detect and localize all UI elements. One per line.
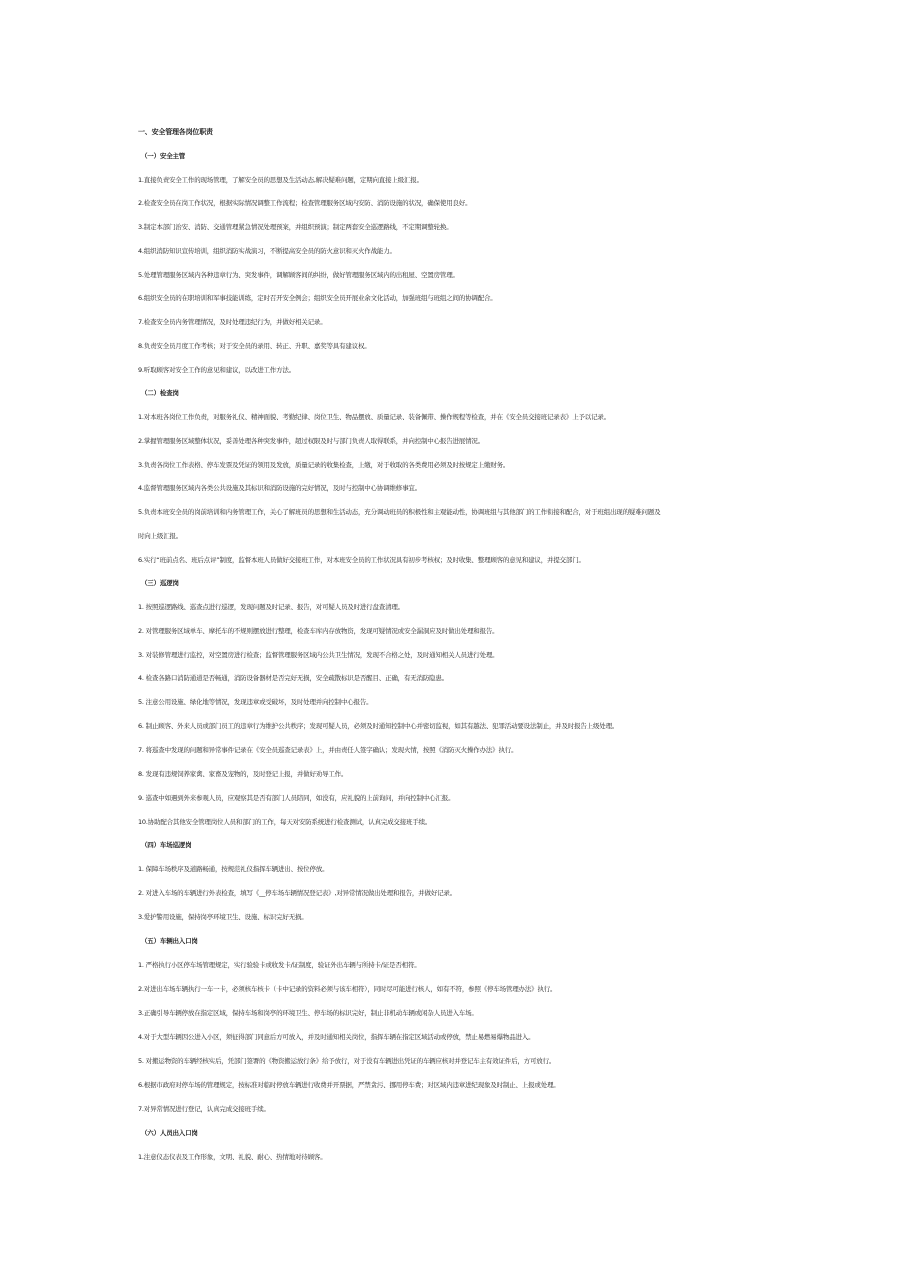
- paragraph: 5. 注意公用设施、绿化地等情况，发现违章或受破坏，及时处理并向控制中心报告。: [138, 698, 373, 706]
- paragraph: 7.检查安全员内务管理情况，及时处理违纪行为，并做好相关记录。: [138, 318, 327, 326]
- section-heading: （四）车场巡逻岗: [141, 841, 192, 849]
- paragraph: 4.监督管理服务区域内各类公共设施及其标识和消防设施的完好情况，及时与控制中心协调维修事宜。: [138, 484, 422, 492]
- paragraph: 7. 将巡查中发现的问题和异常事件记录在《安全员巡查记录表》上，并由责任人签字确认；发现火情，按照《消防灭火操作办法》执行。: [138, 746, 518, 754]
- paragraph: 3. 对装修管理进行监控，对空置房进行检查；监督管理服务区域内公共卫生情况，发现不合格之处，及时通知相关人员进行处理。: [138, 651, 499, 659]
- paragraph: 6. 制止顾客、外来人员或部门员工的违章行为维护公共秩序；发现可疑人员，必须及时通知控制中心并密切监视，如其有越法、犯罪活动要设法制止，并及时报告上级处理。: [138, 722, 619, 730]
- paragraph: 2.对进出车场车辆执行一车一卡，必须核车核卡（卡中记录的资料必须与该车相符），同时尽可能进行核人，如有不符，参照《停车场管理办法》执行。: [138, 985, 557, 993]
- paragraph: 5.负责本班安全员的岗前培训和内务管理工作，关心了解班员的思想和生活动态，充分调动班员的积极性和主观能动性，协调班组与其他部门的工作衔接和配合，对于班组出现的疑难问题及: [138, 508, 661, 516]
- paragraph: 1.注意仪态仪表及工作形象，文明、礼貌、耐心、热情地对待顾客。: [138, 1153, 327, 1161]
- paragraph: 1. 严格执行小区停车场管理规定，实行验验卡或收发卡/证制度，验证外出车辆与所持卡/证是否相符。: [138, 961, 421, 969]
- paragraph: 1.对本班各岗位工作负责，对服务礼仪、精神面貌、考勤纪律、岗位卫生、物品摆放、质量记录、装备佩带、操作规程等检查，并在《安全员交接班记录表》上予以记录。: [138, 413, 611, 421]
- section-heading: （二）检查岗: [141, 389, 179, 397]
- paragraph: 5.处理管理服务区域内各种违章行为、突发事件，调解顾客间的纠纷，做好管理服务区域内的出租屋、空置房管理。: [138, 271, 459, 279]
- paragraph: 8.负责安全员月度工作考核；对于安全员的录用、转正、升职、嘉奖等具有建议权。: [138, 342, 371, 350]
- paragraph: 3.负责各岗位工作表格、停车发票及凭证的领用及发放，质量记录的收集检查，上缴，对于收取的各类费用必须及时按规定上缴财务。: [138, 461, 510, 469]
- paragraph: 1.直接负责安全工作的现场管理，了解安全员的思想及生活动态,解决疑难问题，定期向直接上级汇报。: [138, 176, 423, 184]
- paragraph: 2.检查安全员在岗工作状况，根据实际情况调整工作流程；检查管理服务区域内安防、消防设施的状况，确保使用良好。: [138, 199, 472, 207]
- paragraph: 1. 按照巡逻路线、巡查点进行巡逻，发现问题及时记录、报告，对可疑人员及时进行盘查清理。: [138, 603, 404, 611]
- section-heading: （五）车辆出入口岗: [141, 937, 198, 945]
- section-heading: （三）巡逻岗: [141, 579, 179, 587]
- document-title: 一、安全管理各岗位职责: [138, 128, 213, 136]
- paragraph: 7.对异常情况进行登记，认真完成交接班手续。: [138, 1105, 270, 1113]
- paragraph: 6.实行“班前点名、班后点评”制度，监督本班人员做好交接班工作，对本班安全员的工作状况具有初步考核权；及时收集、整理顾客的意见和建议，并提交部门。: [138, 556, 585, 564]
- paragraph: 10.协助配合其他安全管理岗位人员和部门的工作，每天对安防系统进行检查测试，认真完成交接班手续。: [138, 818, 432, 826]
- paragraph: 3.正确引导车辆停放在指定区域，保持车场和岗亭的环境卫生、停车场的标识完好，制止非机动车辆或闲杂人员进入车场。: [138, 1009, 478, 1017]
- paragraph: 时向上级汇报。: [138, 532, 183, 540]
- paragraph: 2. 对管理服务区域单车、摩托车的不规则摆放进行整理，检查车库内存放物资，发现可疑情况或安全漏洞应及时做出处理和报告。: [138, 627, 499, 635]
- section-heading: （六）人员出入口岗: [141, 1129, 198, 1137]
- paragraph: 4.对于大型车辆因公进入小区，须征得部门同意后方可放入，并及时通知相关岗位，指挥车辆在指定区域活动或停放，禁止易燃易爆物品进入。: [138, 1033, 535, 1041]
- paragraph: 6.根据市政府对停车场的管理规定，按标准对临时停放车辆进行收费并开票据，严禁贪污、挪用停车费；对区域内违章进纪现象及时制止、上报或处理。: [138, 1081, 560, 1089]
- paragraph: 2. 对进入车场的车辆进行外表检查，填写《__停车场车辆情况登记表》,对异常情况做出处理和报告，并做好记录。: [138, 889, 457, 897]
- paragraph: 3.爱护警用设施，保持岗亭环境卫生、设施、标识完好无损。: [138, 913, 308, 921]
- paragraph: 2.掌握管理服务区域整体状况，妥善处理各种突发事件，超过权限及时与部门负责人取得联系，并向控制中心报告进展情况。: [138, 437, 485, 445]
- paragraph: 4. 检查各路口消防通道是否畅通，消防设备器材是否完好无损，安全疏散标识是否醒目、正确，有无消防隐患。: [138, 674, 449, 682]
- paragraph: 1. 保障车场秩序及道路畅通，按规范礼仪指挥车辆进出、按位停放。: [138, 865, 329, 873]
- paragraph: 9.听取顾客对安全工作的意见和建议，以改进工作方法。: [138, 366, 296, 374]
- paragraph: 8. 发现有违规饲养家禽、家畜及宠物的，及时登记上报，并做好劝导工作。: [138, 770, 348, 778]
- paragraph: 9. 巡查中如遇到外来参观人员，应观察其是否有部门人员陪同，如没有，应礼貌的上前询问，并向控制中心汇报。: [138, 794, 455, 802]
- paragraph: 6.组织安全员的在职培训和军事技能训练，定时召开安全例会；组织安全员开展业余文化活动，加强班组与班组之间的协调配合。: [138, 294, 497, 302]
- paragraph: 3.制定本部门治安、消防、交通管理紧急情况处理预案，并组织预演；制定两套安全巡逻路线，不定期调整轮换。: [138, 223, 453, 231]
- section-heading: （一）安全主管: [141, 152, 186, 160]
- paragraph: 5. 对搬运物资的车辆经核实后，凭部门签署的《物资搬运放行条》给予放行，对于没有车辆进出凭证的车辆应核对并登记车主有效证件后，方可放行。: [138, 1057, 556, 1065]
- paragraph: 4.组织消防知识宣传培训，组织消防实战演习，不断提高安全员的防火意识和灭火作战能力。: [138, 247, 396, 255]
